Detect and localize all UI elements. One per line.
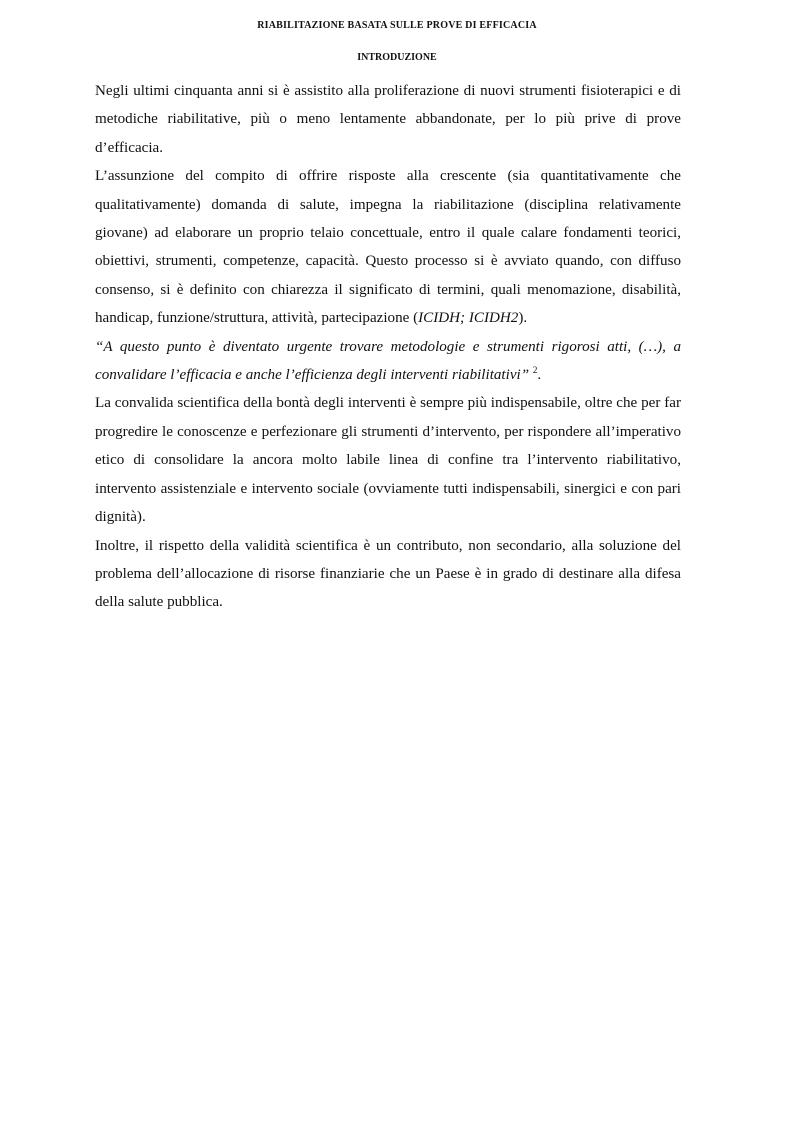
quote-end: . [537,367,542,384]
paragraph-2-italic: ICIDH; ICIDH2 [418,310,519,327]
paragraph-2-end: ). [518,310,528,327]
body-text [95,77,681,617]
paragraph-1: Negli ultimi cinquanta anni si è assistito alla proliferazione di nuovi strumenti fisioterapici e di metodiche riabilitative, più o meno lentamente abbandonate, per lo più prive di prove d’efficacia. [95,83,681,156]
quote-paragraph [95,333,681,390]
paragraph-2-text: L’assunzione del compito di offrire risposte alla crescente (sia quantitativamente che qualitativamente) domanda di salute, impegna la riabilitazione (disciplina relativamente giovane) ad elaborare un proprio telaio concettuale, entro il quale calare fondamenti teorici, obiettivi, strumenti, competenze, capacità. Questo processo si è avviato quando, con diffuso consenso, si è definito con chiarezza il significato di termini, quali menomazione, disabilità, handicap, funzione/struttura, attività, partecipazione ( [95,168,681,327]
paragraph-4: Inoltre, il rispetto della validità scientifica è un contributo, non secondario, alla soluzione del problema dell’allocazione di risorse finanziarie che un Paese è in grado di destinare alla difesa della salute pubblica. [95,537,681,611]
section-title: INTRODUZIONE [357,52,437,63]
running-header: RIABILITAZIONE BASATA SULLE PROVE DI EFFICACIA [257,20,537,31]
paragraph-2 [95,162,681,332]
paragraph-3: La convalida scientifica della bontà degli interventi è sempre più indispensabile, oltre che per far progredire le conoscenze e perfezionare gli strumenti d’intervento, per rispondere all’imperativo etico di consolidare la ancora molto labile linea di confine tra l’intervento riabilitativo, intervento assistenziale e intervento sociale (ovviamente tutti indispensabili, sinergici e con pari dignità). [95,395,681,526]
footnote-ref: 2 [532,365,538,376]
quote-text: “A questo punto è diventato urgente trovare metodologie e strumenti rigorosi atti, (…), a convalidare l’efficacia e anche l’efficienza degli interventi riabilitativi” [95,338,681,384]
